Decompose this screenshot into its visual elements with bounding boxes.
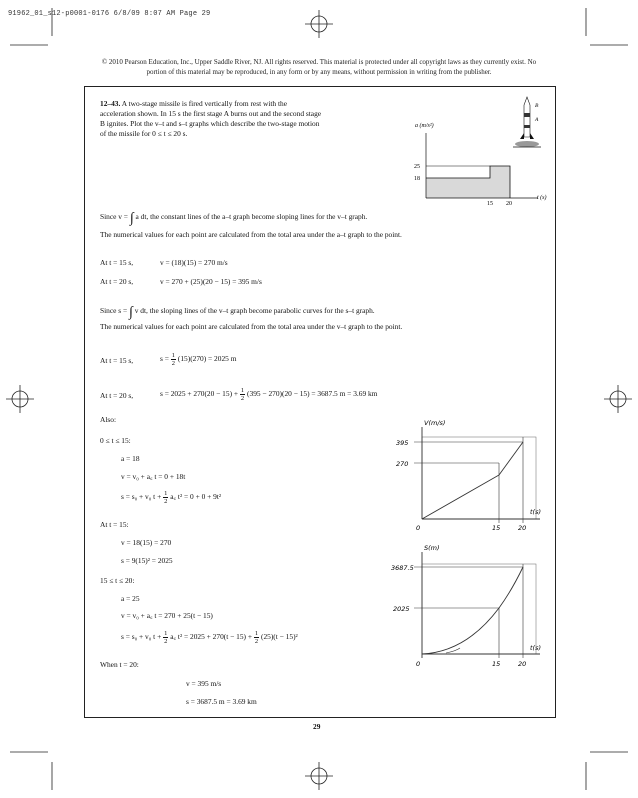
s-t-tick-15: 15 xyxy=(492,660,501,668)
s15-pre: s = xyxy=(160,354,169,364)
s15-label: At t = 15 s, xyxy=(100,356,134,365)
v15-label: At t = 15 s, xyxy=(100,258,134,267)
since-s-post: v dt, the sloping lines of the v–t graph become parabolic curves for the s–t graph. xyxy=(134,306,375,315)
v-t-graph xyxy=(388,415,553,535)
v-t-grid-box xyxy=(422,437,536,519)
page-number: 29 xyxy=(313,722,321,731)
problem-number: 12–43. xyxy=(100,99,121,108)
since-s-pre: Since s = xyxy=(100,306,128,315)
s20-post: (395 − 270)(20 − 15) = 3687.5 m = 3.69 km xyxy=(247,389,378,399)
a-t-tick-20: 20 xyxy=(506,201,512,207)
s-t-tick-20: 20 xyxy=(518,660,527,668)
r1-v: v = v₀ + a꜀ t = 0 + 18t xyxy=(121,472,186,481)
s-t-graph xyxy=(388,540,553,675)
v20-equation: v = 270 + (25)(20 − 15) = 395 m/s xyxy=(160,277,262,286)
a-t-tick-18: 18 xyxy=(414,176,420,182)
r2-s-fraction-2: $\frac{1}{2}$ xyxy=(254,630,259,645)
s-t-tick-3687: 3687.5 xyxy=(391,564,414,572)
s-t-grid-box xyxy=(422,564,536,654)
s-t-tick-0: 0 xyxy=(416,660,421,668)
numerical-v-note: The numerical values for each point are calculated from the total area under the a–t graph to the point. xyxy=(100,230,402,239)
v-t-segment-1 xyxy=(422,475,499,519)
v15-equation: v = (18)(15) = 270 m/s xyxy=(160,258,228,267)
v-t-ylabel: V(m/s) xyxy=(424,419,446,427)
r1-s-post: a꜀ t² = 0 + 0 + 9t² xyxy=(170,492,222,502)
r1-a: a = 18 xyxy=(121,454,140,463)
v-t-tick-0: 0 xyxy=(416,524,421,532)
problem-text: A two-stage missile is fired vertically from rest with the acceleration shown. In 15 s the first stage A burns out and the second stage B ignites. Plot the v–t and s–t graphs which describe the two-stage motion of the missile for 0 ≤ t ≤ 20 s. xyxy=(100,99,322,138)
when20-s: s = 3687.5 m = 3.69 km xyxy=(186,697,257,706)
stage-label-b: B xyxy=(535,103,539,109)
s20-fraction: $\frac{1}{2}$ xyxy=(240,387,245,402)
missile-icon xyxy=(513,97,541,147)
at15-v: v = 18(15) = 270 xyxy=(121,538,172,547)
r2-a: a = 25 xyxy=(121,594,140,603)
s-t-ylabel: S(m) xyxy=(424,544,440,552)
range2-label: 15 ≤ t ≤ 20: xyxy=(100,576,135,585)
s-t-xlabel: t(s) xyxy=(530,644,542,652)
since-v-post: a dt, the constant lines of the a–t graph become sloping lines for the v–t graph. xyxy=(135,212,368,221)
problem-statement xyxy=(100,99,322,139)
s15-fraction: $\frac{1}{2}$ xyxy=(171,352,176,367)
s-t-tick-2025: 2025 xyxy=(393,605,410,613)
at15-label: At t = 15: xyxy=(100,520,129,529)
a-t-tick-15: 15 xyxy=(487,201,493,207)
copyright-notice: © 2010 Pearson Education, Inc., Upper Saddle River, NJ. All rights reserved. This material is protected under all copyright laws as they currently exist. No portion of this material may be reproduced, in any form or by any means, without permission in writing from the publisher. xyxy=(101,58,537,76)
when20-label: When t = 20: xyxy=(100,660,139,669)
r1-s xyxy=(121,490,221,505)
a-t-graph xyxy=(405,95,555,210)
since-s-line: Since s = ∫ v dt, the sloping lines of the v–t graph become parabolic curves for the s–t graph. xyxy=(100,305,375,320)
v-t-tick-270: 270 xyxy=(396,460,409,468)
s-t-curve xyxy=(422,567,523,654)
a-t-area-stage-b xyxy=(490,166,510,198)
also-label: Also: xyxy=(100,415,117,424)
v-t-tick-395: 395 xyxy=(396,439,409,447)
since-v-pre: Since v = xyxy=(100,212,128,221)
s15-post: (15)(270) = 2025 m xyxy=(177,354,237,364)
r2-v: v = v₀ + a꜀ t = 270 + 25(t − 15) xyxy=(121,611,213,620)
r2-s-mid: a꜀ t² = 2025 + 270(t − 15) + xyxy=(170,632,253,642)
since-v-line: Since v = ∫ a dt, the constant lines of the a–t graph become sloping lines for the v–t graph. xyxy=(100,211,368,226)
r1-s-pre: s = s₀ + v₀ t + xyxy=(121,492,162,502)
s20-equation xyxy=(160,387,377,402)
a-t-ylabel: a (m/s²) xyxy=(415,123,434,129)
range1-label: 0 ≤ t ≤ 15: xyxy=(100,436,131,445)
v-t-xlabel: t(s) xyxy=(530,508,542,516)
v-t-segment-2 xyxy=(499,442,523,475)
r1-s-fraction: $\frac{1}{2}$ xyxy=(164,490,168,505)
r2-s xyxy=(121,630,298,645)
numerical-s-note: The numerical values for each point are calculated from the total area under the v–t graph to the point. xyxy=(100,322,403,331)
at15-s: s = 9(15)² = 2025 xyxy=(121,556,173,565)
r2-s-post: (25)(t − 15)² xyxy=(260,632,298,642)
a-t-tick-25: 25 xyxy=(414,164,420,170)
v20-label: At t = 20 s, xyxy=(100,277,134,286)
stage-label-a: A xyxy=(535,117,539,123)
s15-equation xyxy=(160,352,236,367)
v-t-tick-15: 15 xyxy=(492,524,501,532)
a-t-area-stage-a xyxy=(426,178,490,198)
s20-label: At t = 20 s, xyxy=(100,391,134,400)
a-t-xlabel: t (s) xyxy=(537,195,547,201)
print-slug: 91962_01_s12-p0001-0176 6/8/09 8:07 AM Page 29 xyxy=(8,10,211,18)
when20-v: v = 395 m/s xyxy=(186,679,222,688)
r2-s-pre: s = s₀ + v₀ t + xyxy=(121,632,162,642)
r2-s-fraction-1: $\frac{1}{2}$ xyxy=(164,630,168,645)
v-t-tick-20: 20 xyxy=(518,524,527,532)
s20-pre: s = 2025 + 270(20 − 15) + xyxy=(160,389,239,399)
